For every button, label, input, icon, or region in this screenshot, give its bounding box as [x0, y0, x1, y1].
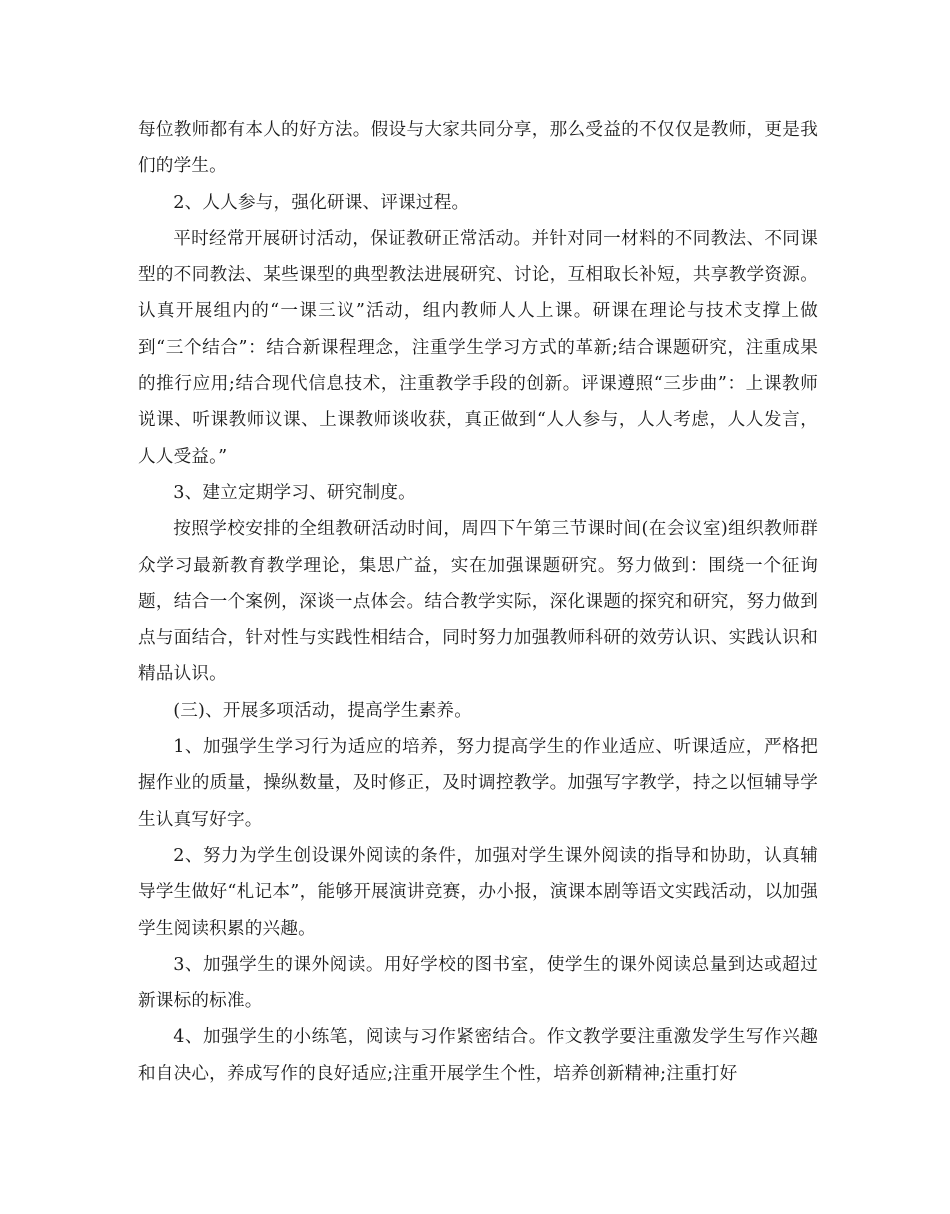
paragraph-research-lessons: 平时经常开展研讨活动，保证教研正常活动。并针对同一材料的不同教法、不同课型的不同教法、某些课型的典型教法进展研究、讨论，互相取长补短，共享教学资源。认真开展组内的“一课三议”活动，组内教师人人上课。研课在理论与技术支撑上做到“三个结合”：结合新课程理念，注重学生学习方式的革新;结合课题研究，注重成果的推行应用;结合现代信息技术，注重教学手段的创新。评课遵照“三步曲”：上课教师说课、听课教师议课、上课教师谈收获，真正做到“人人参与，人人考虑，人人发言，人人受益。” — [138, 228, 818, 467]
paragraph-heading-3: 3、建立定期学习、研究制度。 — [173, 482, 416, 503]
paragraph-heading-2: 2、人人参与，强化研课、评课过程。 — [173, 192, 470, 213]
paragraph-item-3: 3、加强学生的课外阅读。用好学校的图书室，使学生的课外阅读总量到达或超过新课标的标准。 — [138, 954, 818, 1012]
document-body — [138, 112, 818, 1092]
paragraph-regular-study: 按照学校安排的全组教研活动时间，周四下午第三节课时间(在会议室)组织教师群众学习最新教育教学理论，集思广益，实在加强课题研究。努力做到：围绕一个征询题，结合一个案例，深谈一点体会。结合教学实际，深化课题的探究和研究，努力做到点与面结合，针对性与实践性相结合，同时努力加强教师科研的效劳认识、实践认识和精品认识。 — [138, 519, 818, 685]
paragraph-item-2: 2、努力为学生创设课外阅读的条件，加强对学生课外阅读的指导和协助，认真辅导学生做好“札记本”，能够开展演讲竞赛，办小报，演课本剧等语文实践活动，以加强学生阅读积累的兴趣。 — [138, 845, 818, 939]
section-heading-3: (三)、开展多项活动，提高学生素养。 — [173, 700, 473, 721]
paragraph-continuation: 每位教师都有本人的好方法。假设与大家共同分享，那么受益的不仅仅是教师，更是我们的学生。 — [138, 120, 818, 177]
paragraph-item-4: 4、加强学生的小练笔，阅读与习作紧密结合。作文教学要注重激发学生写作兴趣和自决心，养成写作的良好适应;注重开展学生个性，培养创新精神;注重打好 — [138, 1027, 818, 1084]
paragraph-item-1: 1、加强学生学习行为适应的培养，努力提高学生的作业适应、听课适应，严格把握作业的质量，操纵数量，及时修正，及时调控教学。加强写字教学，持之以恒辅导学生认真写好字。 — [138, 737, 818, 830]
